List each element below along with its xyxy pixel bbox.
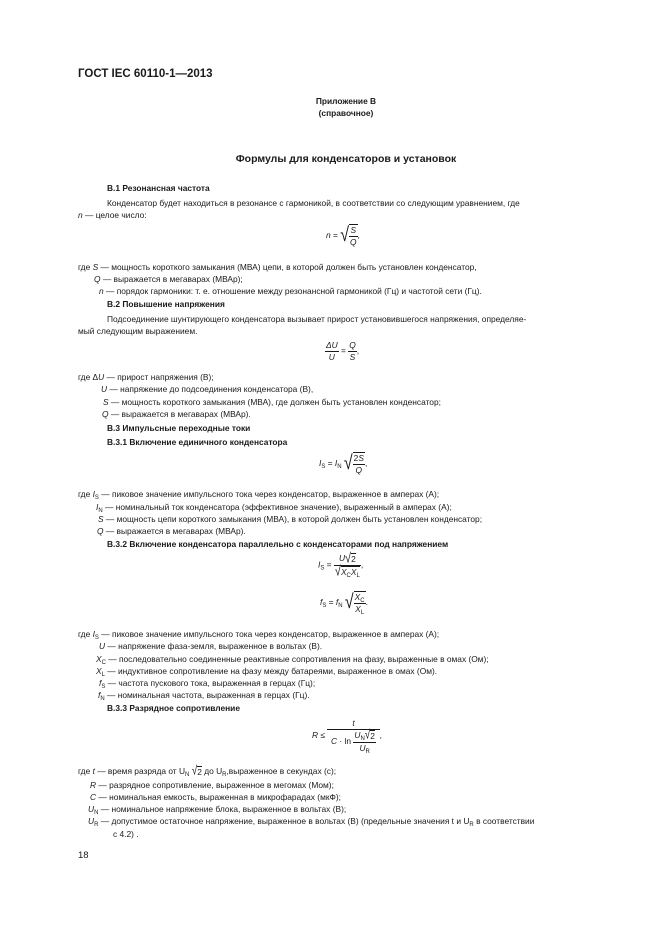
formula-voltage-rise: $\frac{\Delta U}{U}$ = $\frac{Q}{S}$ ,	[326, 340, 360, 362]
b32-def-is: где $I_S$ — пиковое значение импульсного тока через конденсатор, выраженное в амперах (А);	[78, 629, 440, 641]
b32-def-fs: $f_S$ — частота пускового тока, выраженная в герцах (Гц);	[99, 678, 316, 690]
b1-paragraph-line1: Конденсатор будет находиться в резонансе с гармоникой, в соответствии со следующим уравнением, где	[107, 198, 520, 208]
b33-def-ur: $U_R$ — допустимое остаточное напряжение, выраженное в вольтах (В) (предельные значения t и $U_R$ в соответствии	[88, 816, 535, 828]
section-b31-heading: В.3.1 Включение единичного конденсатора	[107, 437, 288, 447]
b2-def-q: Q — выражается в мегаварах (МВАр).	[102, 409, 251, 419]
formula-inrush-single: $I_S = I_N$ √ $\frac{2S}{Q}$ ,	[319, 452, 368, 475]
b1-def-n: n — порядок гармоники: т. е. отношение между резонансной гармоникой (Гц) и частотой сети (Гц).	[99, 286, 482, 296]
b33-def-r: R — разрядное сопротивление, выраженное в мегомах (Мом);	[90, 780, 334, 790]
formula-inrush-parallel: $I_S$ = $\frac{U√2}{√X_CX_L}$ ,	[318, 550, 364, 579]
b33-def-un: $U_N$ — номинальное напряжение блока, выраженное в вольтах (В);	[88, 804, 347, 816]
section-b3-heading: В.3 Импульсные переходные токи	[107, 423, 251, 433]
b2-paragraph-line2: мый следующим выражением.	[78, 326, 198, 336]
b2-def-du: где ΔU — прирост напряжения (В);	[78, 372, 214, 382]
b1-def-s: где S — мощность короткого замыкания (МВА) цепи, в которой должен быть установлен конденсатор,	[78, 262, 477, 272]
b31-def-s: S — мощность цепи короткого замыкания (МВА), в которой должен быть установлен конденсатор;	[98, 514, 483, 524]
b32-def-u: U — напряжение фаза-земля, выраженное в вольтах (В).	[99, 641, 323, 651]
formula-num: S	[350, 225, 357, 235]
b31-def-q: Q — выражается в мегаварах (МВАр).	[97, 526, 246, 536]
formula-den: Q	[350, 237, 357, 247]
page-number: 18	[78, 850, 89, 861]
b33-def-ur-cont: с 4.2) .	[113, 829, 139, 839]
appendix-title: Приложение В	[315, 96, 377, 106]
b2-def-u: U — напряжение до подсоединения конденсатора (В),	[101, 384, 314, 394]
b32-def-xc: $X_C$ — последовательно соединенные реактивные сопротивления на фазу, выраженные в омах (Ом);	[96, 654, 489, 666]
formula-resonance: n = √ $\frac{S}{Q}$ ,	[326, 224, 360, 247]
formula-discharge-resistance: R ≤ t C · ln $\frac{U_N√2}{U_R}$ ,	[312, 718, 382, 755]
appendix-subtitle: (справочное)	[318, 108, 374, 118]
section-b32-heading: В.3.2 Включение конденсатора параллельно с конденсаторами под напряжением	[107, 539, 449, 549]
b31-def-in: $I_N$ — номинальный ток конденсатора (эффективное значение), выраженный в амперах (А);	[96, 502, 452, 514]
b2-paragraph-line1: Подсоединение шунтирующего конденсатора вызывает прирост установившегося напряжения, определяе-	[107, 314, 527, 324]
section-b1-heading: В.1 Резонансная частота	[107, 183, 210, 193]
b31-def-is: где $I_S$ — пиковое значение импульсного тока через конденсатор, выраженное в амперах (А);	[78, 489, 440, 501]
formula-inrush-frequency: $f_S = f_N$ √ $\frac{X_C}{X_L}$ .	[320, 591, 368, 616]
b33-def-c: C — номинальная емкость, выраженная в микрофарадах (мкФ);	[90, 792, 341, 802]
b2-def-s: S — мощность короткого замыкания (МВА), где должен быть установлен конденсатор;	[103, 397, 441, 407]
b32-def-fn: $f_N$ — номинальная частота, выраженная в герцах (Гц).	[98, 690, 310, 702]
b1-def-q: Q — выражается в мегаварах (МВАр);	[94, 274, 243, 284]
b1-paragraph-line2: n — целое число:	[78, 210, 147, 220]
section-b33-heading: В.3.3 Разрядное сопротивление	[107, 703, 240, 713]
b33-def-t: где t — время разряда от $U_N$ √2 до $U_R,выраженное$ в секундах (с);	[78, 764, 337, 779]
document-header: ГОСТ IEC 60110-1—2013	[78, 68, 213, 80]
main-title: Формулы для конденсаторов и установок	[235, 153, 457, 165]
section-b2-heading: В.2 Повышение напряжения	[107, 299, 225, 309]
b32-def-xl: $X_L$ — индуктивное сопротивление на фазу между батареями, выраженное в омах (Ом).	[96, 666, 438, 678]
